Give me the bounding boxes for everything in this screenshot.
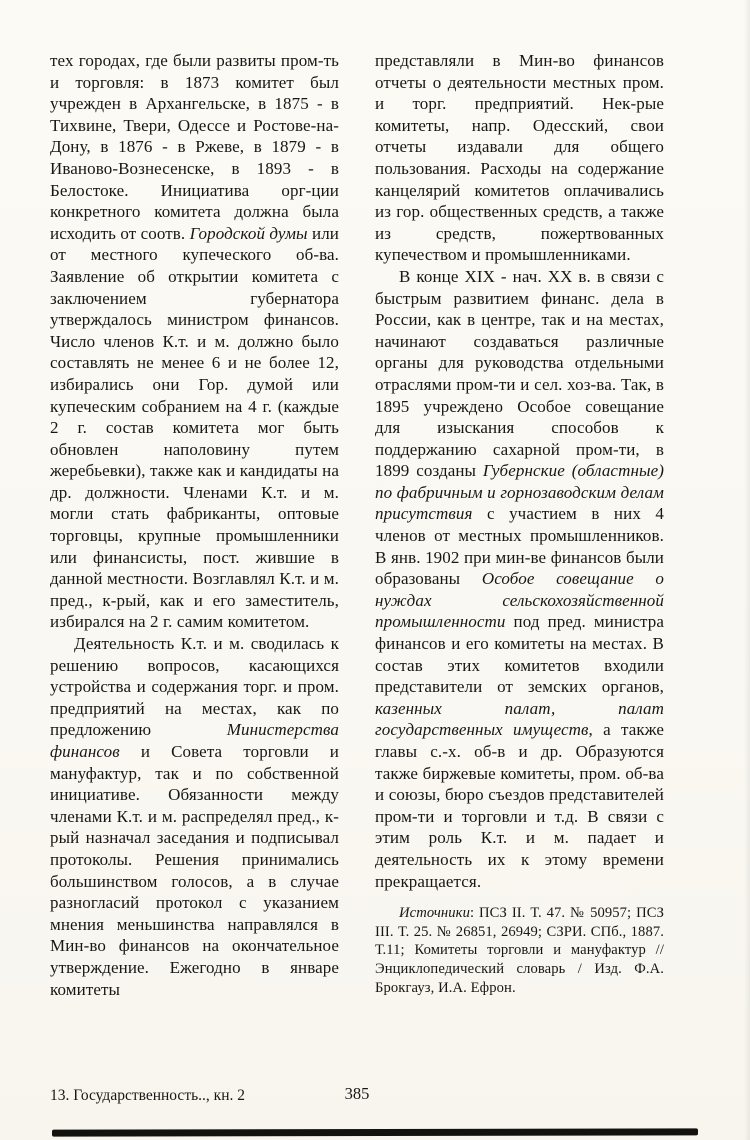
text-run: и Совета торговли и мануфактур, так и по собственной инициативе. Обязанности между членами К.т. и м. распределял пред., к-рый назначал заседания и подписывал протоколы. Решения принимались большинством голосов, а в случае разногласий протокол с указанием мнения меньшинства направлялся в Мин-во финансов на окончательное утверждение. Ежегодно в январе комитеты — [50, 742, 339, 999]
para-committee-founding — [50, 50, 339, 633]
italic-text-run: Городской думы — [189, 223, 308, 243]
italic-text-run: Особое совещание о нуждах сельскохозяйственной промышленности — [375, 569, 664, 632]
text-run: : ПСЗ II. Т. 47. № 50957; ПСЗ III. Т. 25. № 26851, 26949; СЗРИ. СПб., 1887. Т.11; Комитеты торговли и мануфактур // Энциклопедический словарь / Изд. Ф.А. Брокгауз, И.А. Ефрон. — [375, 905, 664, 996]
italic-text-run: Источники — [399, 905, 470, 922]
text-run: с участием в них 4 членов от местных промышленников. В янв. 1902 при мин-ве финансов были образованы — [375, 504, 664, 589]
right-column — [375, 50, 664, 1000]
para-committee-reports — [375, 50, 664, 266]
italic-text-run: Министерства финансов — [50, 720, 339, 761]
italic-text-run: казенных палат, палат государственных имуществ — [375, 698, 664, 740]
text-run: В конце XIX - нач. XX в. в связи с быстрым развитием финанс. дела в России, как в центре, так и на местах, начинают создаваться различные органы для руководства отдельными отраслями пром-ти и сел. хоз-ва. Так, в 1895 учреждено Особое совещание для изыскания способов к поддержанию сахарной пром-ти, в 1899 созданы — [375, 266, 664, 481]
italic-text-run: Губернские (областные) по фабричным и горнозаводским делам присутствия — [375, 461, 664, 524]
scan-artifact-line — [52, 1128, 698, 1136]
left-column — [50, 50, 339, 1000]
text-run: или от местного купеческого об-ва. Заявление об открытии комитета с заключением губернатора утверждалось министром финансов. Число членов К.т. и м. должно было составлять не менее 6 и не более 12, избирались они Гор. думой или купеческим собранием на 4 г. (каждые 2 г. состав комитета мог быть обновлен наполовину путем жеребьевки), также как и кандидаты на др. должности. Членами К.т. и м. могли стать фабриканты, оптовые торговцы, крупные промышленники или финансисты, пост. жившие в данной местности. Возглавлял К.т. и м. пред., к-рый, как и его заместитель, избирался на 2 г. самим комитетом. — [50, 223, 340, 632]
text-run: , а также главы с.-х. об-в и др. Образуются также биржевые комитеты, пром. об-ва и союзы, бюро съездов представителей пром-ти и торговли и т.д. В связи с этим роль К.т. и м. падает и деятельность их к этому времени прекращается. — [375, 720, 664, 891]
text-run: Деятельность К.т. и м. сводилась к решению вопросов, касающихся устройства и содержания торг. и пром. предприятий на местах, как по предложению — [50, 634, 339, 740]
page-number: 385 — [344, 1084, 370, 1103]
page-text-area — [50, 50, 664, 1000]
para-sources — [375, 904, 664, 997]
para-committee-activity — [50, 633, 339, 1000]
footer-running-title: 13. Государственность.., кн. 2 — [50, 1087, 245, 1104]
scan-edge-shadow — [744, 0, 750, 1140]
text-run: представляли в Мин-во финансов отчеты о деятельности местных пром. и торг. предприятий. Нек-рые комитеты, напр. Одесский, свои отчеты издавали для общего пользования. Расходы на содержание канцелярий комитетов оплачивались из гор. общественных средств, а также из средств, пожертвованных купечеством и промышленниками. — [375, 51, 664, 265]
text-run: под пред. министра финансов и его комитеты на местах. В состав этих комитетов входили представители от земских органов, — [375, 612, 664, 697]
text-run: тех городах, где были развиты пром-ть и торговля: в 1873 комитет был учрежден в Архангельске, в 1875 - в Тихвине, Твери, Одессе и Ростове-на-Дону, в 1876 - в Ржеве, в 1879 - в Иваново-Вознесенске, в 1893 - в Белостоке. Инициатива орг-ции конкретного комитета должна была исходить от соотв. — [50, 51, 339, 243]
para-late-19th-century — [375, 266, 664, 892]
